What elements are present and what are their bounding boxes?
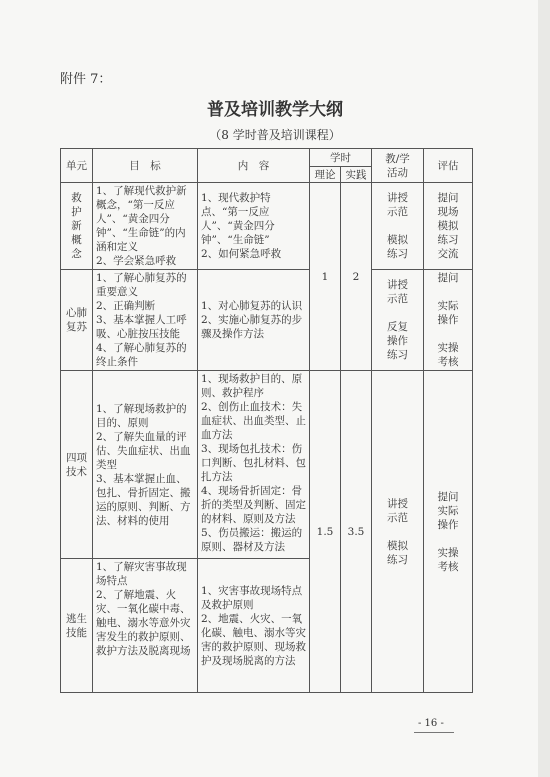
activity-cell: 讲授 示范 模拟 练习 xyxy=(372,183,424,270)
assessment-cell: 提问 实际 操作 实操 考核 xyxy=(424,371,473,693)
table-row xyxy=(61,371,473,559)
document-subtitle: （8 学时普及培训课程） xyxy=(209,128,341,142)
goal-cell: 1、了解现代救护新概念，“第一反应人”、“黄金四分钟”、“生命链”的内涵和定义 2、学会紧急呼救 xyxy=(93,183,198,270)
syllabus-table xyxy=(60,148,473,693)
unit-cell: 心肺 复苏 xyxy=(61,270,93,371)
content-cell: 1、对心肺复苏的认识 2、实施心肺复苏的步骤及操作方法 xyxy=(198,270,310,371)
header-hours: 学时 xyxy=(310,149,372,167)
activity-cell: 讲授 示范 反复 操作 练习 xyxy=(372,270,424,371)
header-goal: 目 标 xyxy=(93,149,198,183)
header-theory: 理论 xyxy=(310,167,341,183)
attachment-label: 附件 7： xyxy=(60,72,112,87)
content-cell: 1、现代救护特点、“第一反应人”、“黄金四分钟”、“生命链” 2、如何紧急呼救 xyxy=(198,183,310,270)
header-unit: 单元 xyxy=(61,149,93,183)
goal-cell: 1、了解心肺复苏的重要意义 2、正确判断 3、基本掌握人工呼吸、心脏按压技能 4、了解心肺复苏的终止条件 xyxy=(93,270,198,371)
document-title: 普及培训教学大纲 xyxy=(207,100,343,120)
header-content: 内 容 xyxy=(198,149,310,183)
assessment-cell: 提问 现场 模拟 练习 交流 xyxy=(424,183,473,270)
practice-hours-cell: 2 xyxy=(341,183,372,371)
content-cell: 1、灾害事故现场特点及救护原则 2、地震、火灾、一氧化碳、触电、溺水等灾害的救护原则、现场救护及现场脱离的方法 xyxy=(198,559,310,693)
table-row xyxy=(61,183,473,270)
content-cell: 1、现场救护目的、原则、救护程序 2、创伤止血技术：失血症状、出血类型、止血方法 3、现场包扎技术：伤口判断、包扎材料、包扎方法 4、现场骨折固定：骨折的类型及判断、固定的材料、原则及方法 5、伤员搬运：搬运的原则、器材及方法 xyxy=(198,371,310,559)
activity-cell: 讲授 示范 模拟 练习 xyxy=(372,371,424,693)
footer-rule xyxy=(414,732,454,733)
header-practice: 实践 xyxy=(341,167,372,183)
goal-cell: 1、了解现场救护的目的、原则 2、了解失血量的评估、失血症状、出血类型 3、基本掌握止血、包扎、骨折固定、搬运的原则、判断、方法、材料的使用 xyxy=(93,371,198,559)
header-assessment: 评估 xyxy=(424,149,473,183)
unit-cell: 逃生 技能 xyxy=(61,559,93,693)
header-activity: 教/学 活动 xyxy=(372,149,424,183)
table-row xyxy=(61,270,473,371)
practice-hours-cell: 3.5 xyxy=(341,371,372,693)
theory-hours-cell: 1.5 xyxy=(310,371,341,693)
assessment-cell: 提问 实际 操作 实操 考核 xyxy=(424,270,473,371)
unit-cell: 四项 技术 xyxy=(61,371,93,559)
goal-cell: 1、了解灾害事故现场特点 2、了解地震、火灾、一氧化碳中毒、触电、溺水等意外灾害发生的救护原则、救护方法及脱离现场 xyxy=(93,559,198,693)
theory-hours-cell: 1 xyxy=(310,183,341,371)
page-number: - 16 - xyxy=(418,718,444,729)
unit-cell: 救 护 新 概 念 xyxy=(61,183,93,270)
